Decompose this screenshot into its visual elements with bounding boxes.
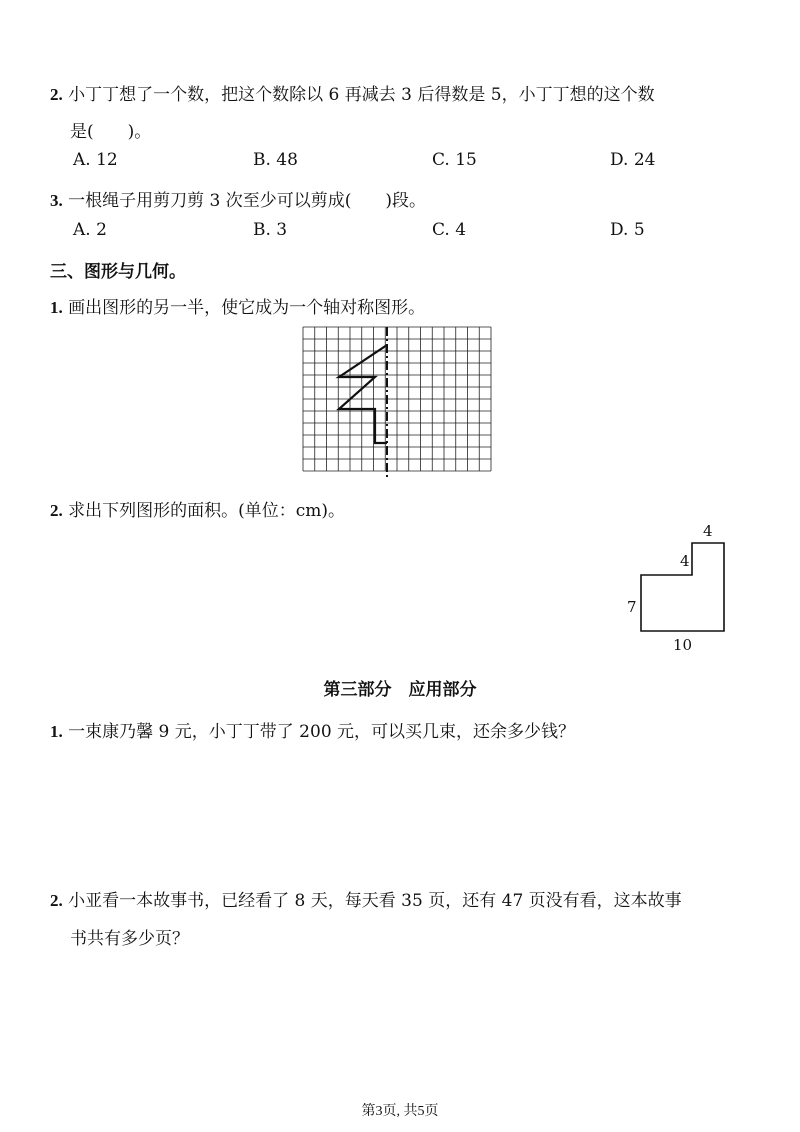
label-bottom: 10	[673, 636, 693, 654]
q2-option-d[interactable]: D. 24	[610, 150, 656, 170]
q3-option-d[interactable]: D. 5	[610, 220, 645, 240]
app-q2-line2: 书共有多少页？	[70, 929, 189, 949]
q2-text-pre: 是(	[70, 122, 94, 142]
q2-text-post: )。	[127, 122, 152, 142]
q3-line	[50, 186, 426, 211]
q2-option-b[interactable]: B. 48	[253, 150, 298, 170]
symmetry-grid[interactable]	[303, 327, 493, 477]
q3-option-c[interactable]: C. 4	[432, 220, 467, 240]
label-left: 7	[627, 598, 637, 616]
half-figure	[339, 345, 387, 443]
geo-q1	[50, 293, 425, 318]
part3-heading: 第三部分 应用部分	[323, 680, 477, 700]
label-step: 4	[680, 552, 690, 570]
app-q1	[50, 717, 575, 742]
geo-q2	[50, 496, 345, 521]
label-top: 4	[703, 522, 713, 540]
app-q2-number: 2.	[50, 891, 63, 910]
geo-q2-number: 2.	[50, 501, 63, 520]
section3-heading: 三、图形与几何。	[50, 262, 186, 282]
l-shape-figure	[638, 540, 758, 635]
geo-q2-text: 求出下列图形的面积。(单位：cm)。	[68, 501, 346, 521]
q3-option-b[interactable]: B. 3	[253, 220, 288, 240]
q2-line1	[50, 80, 655, 105]
q2-text: 小丁丁想了一个数，把这个数除以 6 再减去 3 后得数是 5，小丁丁想的这个数	[68, 85, 655, 105]
app-q2-text1: 小亚看一本故事书，已经看了 8 天，每天看 35 页，还有 47 页没有看，这本故事	[68, 891, 682, 911]
geo-q1-text: 画出图形的另一半，使它成为一个轴对称图形。	[68, 298, 426, 318]
app-q1-number: 1.	[50, 722, 63, 741]
q2-line2	[70, 117, 151, 142]
q2-option-c[interactable]: C. 15	[432, 150, 477, 170]
q3-text-post: )段。	[385, 191, 427, 211]
app-q2-line1	[50, 886, 682, 911]
app-q1-text: 一束康乃馨 9 元，小丁丁带了 200 元，可以买几束，还余多少钱？	[68, 722, 576, 742]
geo-q1-number: 1.	[50, 298, 63, 317]
q3-number: 3.	[50, 191, 63, 210]
q3-option-a[interactable]: A. 2	[73, 220, 107, 240]
q2-number: 2.	[50, 85, 63, 104]
page-footer: 第3页, 共5页	[361, 1104, 439, 1119]
q2-option-a[interactable]: A. 12	[73, 150, 118, 170]
q3-text-pre: 一根绳子用剪刀剪 3 次至少可以剪成(	[68, 191, 352, 211]
